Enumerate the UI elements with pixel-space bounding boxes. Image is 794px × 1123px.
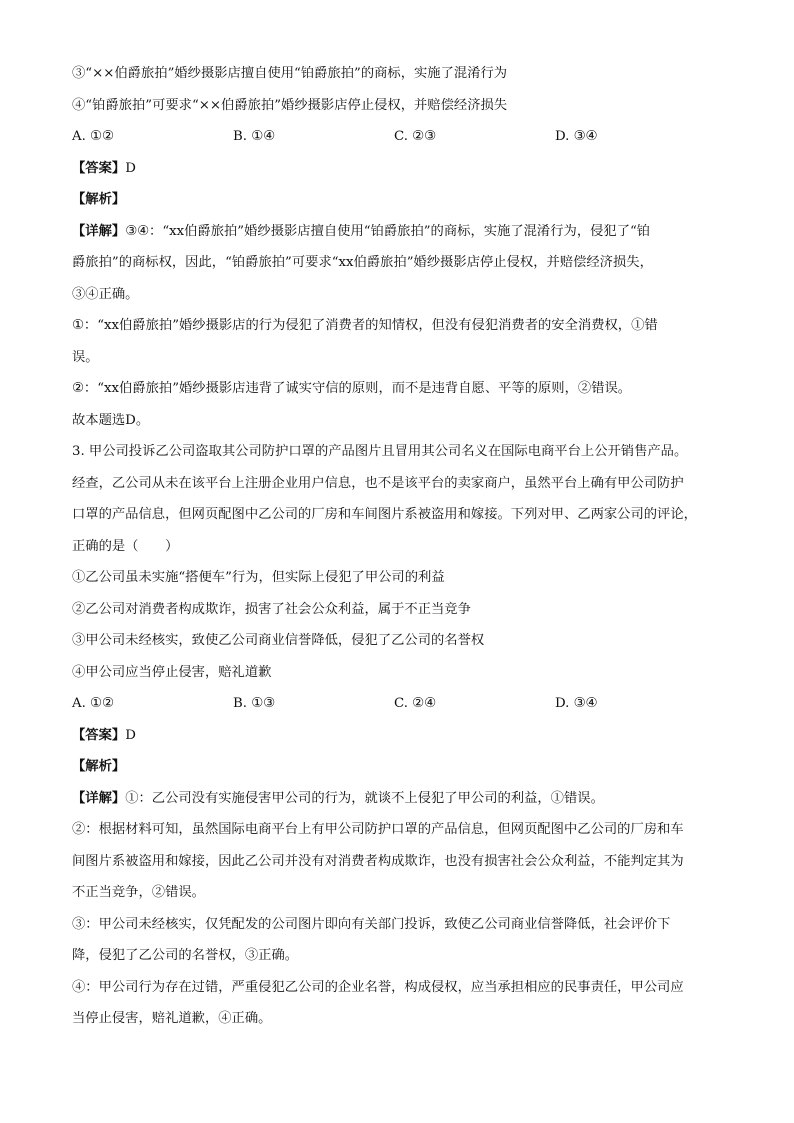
q3-option-2: ②乙公司对消费者构成欺诈，损害了社会公众利益，属于不正当竞争 (72, 601, 471, 617)
q3-stem-d: 正确的是（ ） (72, 538, 179, 554)
q3-answer (72, 726, 732, 746)
q2-choice-d: D. ③④ (555, 129, 598, 144)
q3-detail-3b: 降，侵犯了乙公司的名誉权，③正确。 (72, 948, 299, 963)
q3-stem-c: 口罩的产品信息，但网页配图中乙公司的厂房和车间图片系被盗用和嫁接。下列对甲、乙两家公司的评论， (72, 507, 697, 522)
q2-choice-c: C. ②③ (394, 129, 436, 144)
q3-detail-3a: ③：甲公司未经核实，仅凭配发的公司图片即向有关部门投诉，致使乙公司商业信誉降低，社会评价下 (72, 916, 671, 932)
analysis-label: 【解析】 (72, 192, 126, 207)
q3-choice-a: A. ①② (72, 696, 114, 711)
detail-label: 【详解】 (72, 790, 126, 806)
q3-stem-b: 经查，乙公司从未在该平台上注册企业用户信息，也不是该平台的卖家商户，虽然平台上确有甲公司防护 (72, 475, 684, 491)
q2-choice-b: B. ①④ (233, 129, 276, 144)
answer-label: 【答案】 (72, 160, 126, 176)
q2-detail-2a: ①：“xx伯爵旅拍”婚纱摄影店的行为侵犯了消费者的知情权，但没有侵犯消费者的安全消费权，①错 (72, 318, 658, 333)
q2-detail-1a (72, 222, 732, 242)
q3-option-1: ①乙公司虽未实施“搭便车”行为，但实际上侵犯了甲公司的利益 (72, 570, 445, 585)
q3-analysis-heading (72, 757, 732, 777)
analysis-label: 【解析】 (72, 759, 126, 774)
q3-option-3: ③甲公司未经核实，致使乙公司商业信誉降低，侵犯了乙公司的名誉权 (72, 633, 485, 648)
document-page (72, 64, 732, 1041)
q2-answer (72, 159, 732, 179)
q3-detail-2c: 不正当竞争，②错误。 (72, 885, 205, 900)
detail-text: ①：乙公司没有实施侵害甲公司的行为，就谈不上侵犯了甲公司的利益，①错误。 (125, 790, 604, 806)
q2-option-3: ③“××伯爵旅拍”婚纱摄影店擅自使用“铂爵旅拍”的商标，实施了混淆行为 (72, 66, 508, 81)
q2-detail-3: ②：“xx伯爵旅拍”婚纱摄影店违背了诚实守信的原则，而不是违背自愿、平等的原则，②错误。 (72, 381, 632, 396)
q2-option-4: ④“铂爵旅拍”可要求“××伯爵旅拍”婚纱摄影店停止侵权，并赔偿经济损失 (72, 97, 508, 113)
answer-value: D (125, 160, 136, 176)
q3-detail-1 (72, 789, 732, 809)
detail-label: 【详解】 (72, 223, 126, 239)
q2-analysis-heading (72, 190, 732, 210)
q3-detail-2a: ②：根据材料可知，虽然国际电商平台上有甲公司防护口罩的产品信息，但网页配图中乙公司的厂房和车 (72, 822, 684, 837)
q2-detail-2b: 误。 (72, 349, 99, 365)
q3-choice-c: C. ②④ (394, 696, 436, 711)
q3-detail-4a: ④：甲公司行为存在过错，严重侵犯乙公司的企业名誉，构成侵权，应当承担相应的民事责任，甲公司应 (72, 979, 684, 995)
q3-choice-d: D. ③④ (555, 696, 598, 711)
q2-choices (72, 127, 732, 147)
q3-choices (72, 694, 732, 714)
q2-choice-a: A. ①② (72, 129, 114, 144)
detail-text: ③④：“xx伯爵旅拍”婚纱摄影店擅自使用“铂爵旅拍”的商标，实施了混淆行为，侵犯了“铂 (125, 223, 651, 239)
q3-option-4: ④甲公司应当停止侵害，赔礼道歉 (72, 664, 272, 680)
q3-detail-4b: 当停止侵害，赔礼道歉，④正确。 (72, 1011, 272, 1026)
q2-detail-1c: ③④正确。 (72, 286, 139, 302)
q2-conclusion: 故本题选D。 (72, 412, 150, 428)
q2-detail-1b: 爵旅拍”的商标权，因此，“铂爵旅拍”可要求“xx伯爵旅拍”婚纱摄影店停止侵权，并赔偿经济损失， (72, 255, 653, 270)
q3-choice-b: B. ①③ (233, 696, 276, 711)
answer-value: D (125, 727, 136, 743)
q3-detail-2b: 间图片系被盗用和嫁接，因此乙公司并没有对消费者构成欺诈，也没有损害社会公众利益，不能判定其为 (72, 853, 684, 869)
answer-label: 【答案】 (72, 727, 126, 743)
q3-stem-a: 3. 甲公司投诉乙公司盗取其公司防护口罩的产品图片且冒用其公司名义在国际电商平台上公开销售产品。 (72, 444, 688, 459)
